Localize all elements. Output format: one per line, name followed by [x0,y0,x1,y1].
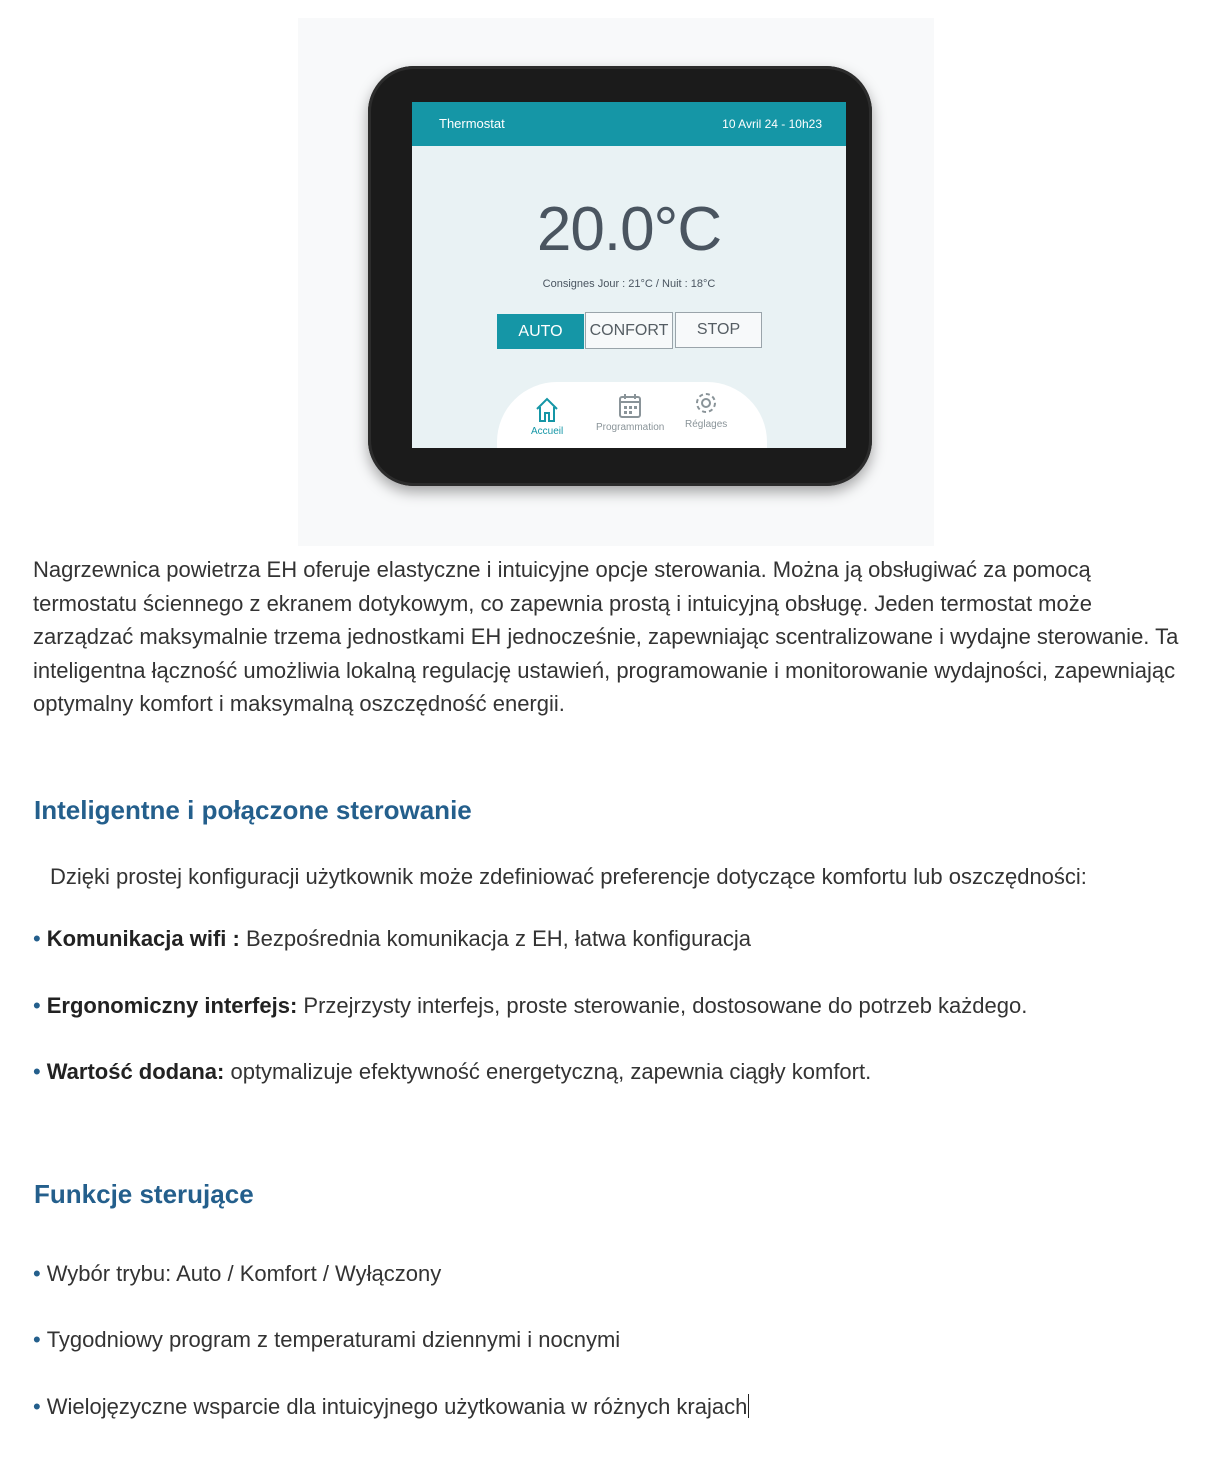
calendar-icon [617,392,643,420]
setpoints-text: Consignes Jour : 21°C / Nuit : 18°C [542,278,716,290]
bullet-text: Tygodniowy program z temperaturami dziennymi i nocnymi [46,1327,621,1352]
thermostat-device [368,66,872,486]
nav-label-reglages: Réglages [685,419,728,430]
nav-label-accueil: Accueil [531,426,564,437]
bullet-text: Wybór trybu: Auto / Komfort / Wyłączony [46,1261,442,1286]
intro-paragraph: Nagrzewnica powietrza EH oferuje elastyczne i intuicyjne opcje sterowania. Można ją obsługiwać za pomocą termostatu ściennego z ekranem dotykowym, co zapewnia prostą i intuicyjną obsługę. Jeden termostat może zarządzać maksymalnie trzema jednostkami EH jednocześnie, zapewniając scentralizowane i wydajne sterowanie. Ta inteligentna łączność umożliwia lokalną regulację ustawień, programowanie i monitorowanie wydajności, zapewniając optymalny komfort i maksymalną oszczędność energii. [33,557,1179,716]
list-item [33,1327,620,1353]
list-item[interactable] [33,1394,749,1420]
gear-icon [693,389,719,417]
thermostat-topbar [412,102,846,146]
list-item [33,1059,871,1085]
thermostat-navbar [497,382,767,448]
mode-auto-button: AUTO [497,314,584,349]
bullet-text[interactable]: Wielojęzyczne wsparcie dla intuicyjnego użytkowania w różnych krajach [46,1394,748,1419]
section-heading-control-functions: Funkcje sterujące [34,1179,254,1209]
bullet-dot: • [33,1394,41,1419]
bullet-bold-label: Komunikacja wifi : [46,926,240,951]
mode-stop-button: STOP [675,312,762,348]
thermostat-datetime: 10 Avril 24 - 10h23 [722,117,822,131]
section-heading-smart-control: Inteligentne i połączone sterowanie [34,795,472,825]
home-icon [534,396,560,424]
list-item [33,1261,441,1287]
nav-programmation [596,392,664,433]
bullet-dot: • [33,1261,41,1286]
nav-reglages [685,389,727,430]
bullet-dot: • [33,1059,41,1084]
list-item [33,993,1027,1019]
bullet-dot: • [33,926,41,951]
bullet-text: Przejrzysty interfejs, proste sterowanie, dostosowane do potrzeb każdego. [297,993,1028,1018]
bullet-dot: • [33,993,41,1018]
temperature-readout: 20.0°C [536,195,722,264]
mode-confort-button: CONFORT [585,312,673,349]
bullet-bold-label: Ergonomiczny interfejs: [46,993,298,1018]
section1-lead: Dzięki prostej konfiguracji użytkownik może zdefiniować preferencje dotyczące komfortu lub oszczędności: [50,864,1087,889]
nav-label-programmation: Programmation [596,422,665,433]
thermostat-screen [412,102,846,448]
text-cursor [748,1394,749,1418]
thermostat-title: Thermostat [439,116,505,131]
nav-accueil [531,396,563,437]
bullet-text: Bezpośrednia komunikacja z EH, łatwa konfiguracja [239,926,752,951]
bullet-bold-label: Wartość dodana: [46,1059,225,1084]
bullet-dot: • [33,1327,41,1352]
bullet-text: optymalizuje efektywność energetyczną, zapewnia ciągły komfort. [224,1059,872,1084]
thermostat-product-image [298,18,934,546]
list-item [33,926,751,952]
